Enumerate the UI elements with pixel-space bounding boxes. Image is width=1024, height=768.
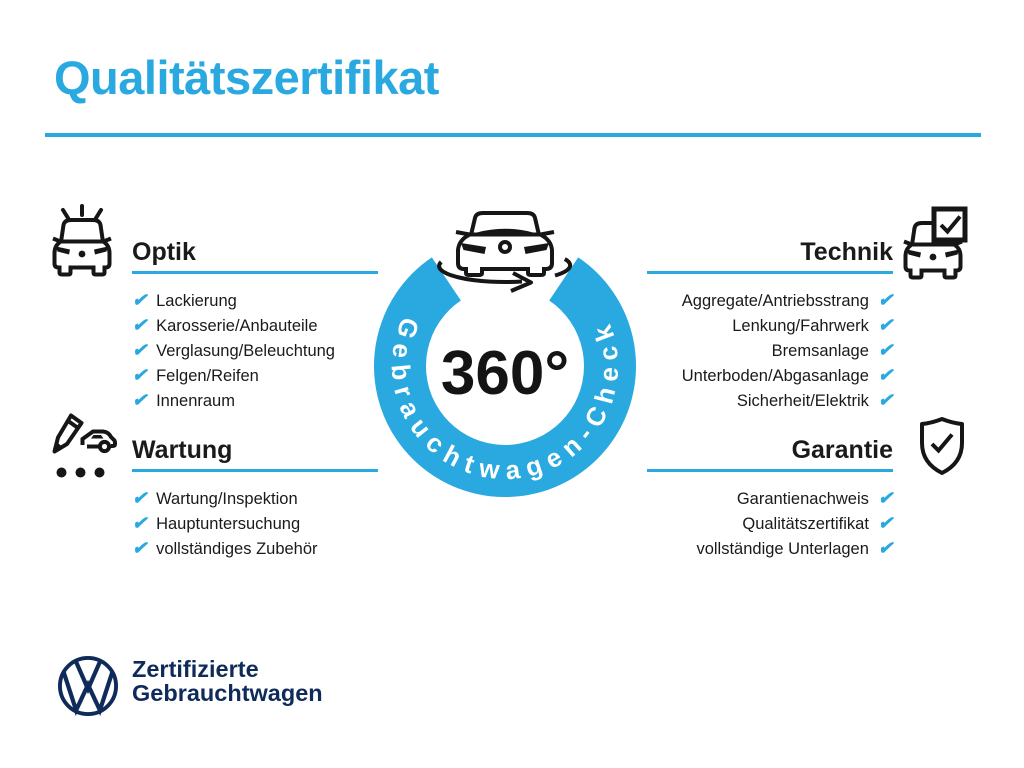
check-icon: ✔ [877,538,893,558]
list-item [132,388,378,413]
list-item-label: Sicherheit/Elektrik [736,392,869,410]
list-item [647,313,893,338]
section-optik [132,238,378,413]
section-garantie [647,436,893,561]
shield-check-icon [917,416,967,483]
list-item-label: Felgen/Reifen [156,367,259,385]
checklist [132,486,378,561]
brand-line-1: Zertifizierte [132,656,259,682]
list-item-label: Lenkung/Fahrwerk [732,317,869,335]
vw-logo [54,652,122,725]
list-item [132,288,378,313]
list-item-label: Bremsanlage [771,342,869,360]
title-divider [45,133,981,137]
list-item-label: Wartung/Inspektion [156,490,298,508]
check-icon: ✔ [877,488,893,508]
check-icon: ✔ [132,365,148,385]
polished-car-icon [50,203,114,284]
list-item-label: Innenraum [156,392,235,410]
section-technik [647,238,893,413]
section-title: Optik [132,238,196,266]
section-divider [132,271,378,274]
section-wartung [132,436,378,561]
check-icon: ✔ [877,390,893,410]
car-360-rotation-icon [439,213,570,291]
section-title: Technik [800,238,893,266]
list-item [132,511,378,536]
checklist [647,288,893,413]
list-item [647,363,893,388]
section-divider [647,469,893,472]
section-title: Wartung [132,436,233,464]
360-check-badge [360,188,660,504]
list-item [647,536,893,561]
check-icon: ✔ [132,513,148,533]
checklist [132,288,378,413]
car-checkbox-icon [903,204,969,285]
list-item-label: Unterboden/Abgasanlage [681,367,869,385]
check-icon: ✔ [132,538,148,558]
degree-label: 360° [440,339,570,408]
check-icon: ✔ [877,290,893,310]
list-item [647,388,893,413]
service-record-icon [46,410,120,489]
list-item-label: Garantienachweis [736,490,869,508]
check-icon: ✔ [132,390,148,410]
list-item-label: Aggregate/Antriebsstrang [681,292,869,310]
checklist [647,486,893,561]
check-icon: ✔ [877,315,893,335]
check-icon: ✔ [132,340,148,360]
list-item [132,536,378,561]
check-icon: ✔ [132,290,148,310]
list-item-label: Karosserie/Anbauteile [156,317,318,335]
list-item [132,486,378,511]
page-title: Qualitätszertifikat [54,51,439,104]
list-item [647,288,893,313]
check-icon: ✔ [132,315,148,335]
list-item [132,313,378,338]
brand-wordmark [132,657,323,705]
ring-label: Gebrauchtwagen-Check [385,313,625,486]
list-item [647,486,893,511]
list-item-label: Lackierung [156,292,237,310]
list-item-label: vollständige Unterlagen [696,540,869,558]
check-icon: ✔ [877,513,893,533]
section-divider [647,271,893,274]
check-icon: ✔ [877,340,893,360]
list-item [132,338,378,363]
list-item-label: Qualitätszertifikat [742,515,869,533]
list-item-label: Verglasung/Beleuchtung [156,342,335,360]
check-icon: ✔ [132,488,148,508]
check-icon: ✔ [877,365,893,385]
list-item-label: Hauptuntersuchung [156,515,301,533]
list-item [647,338,893,363]
brand-line-2: Gebrauchtwagen [132,680,323,706]
section-divider [132,469,378,472]
list-item [132,363,378,388]
list-item [647,511,893,536]
list-item-label: vollständiges Zubehör [156,540,318,558]
section-title: Garantie [791,436,893,464]
